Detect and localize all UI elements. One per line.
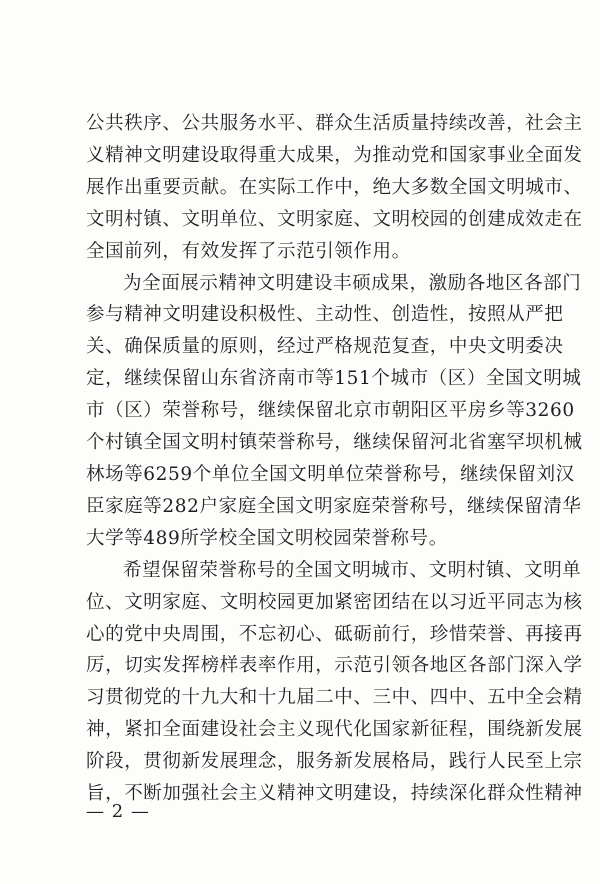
text-line: 神，紧扣全面建设社会主义现代化国家新征程，围绕新发展 (86, 719, 583, 741)
text-line: 文明村镇、文明单位、文明家庭、文明校园的创建成效走在 (86, 208, 583, 230)
text-line: 定，继续保留山东省济南市等151个城市（区）全国文明城 (86, 368, 582, 390)
text-line: 臣家庭等282户家庭全国文明家庭荣誉称号，继续保留清华 (86, 495, 582, 517)
text-line: 阶段，贯彻新发展理念，服务新发展格局，践行人民至上宗 (86, 751, 583, 773)
text-line: 希望保留荣誉称号的全国文明城市、文明村镇、文明单 (123, 559, 582, 581)
text-line: 公共秩序、公共服务水平、群众生活质量持续改善，社会主 (86, 113, 583, 134)
paragraph-2 (86, 268, 583, 555)
text-line: 习贯彻党的十九大和十九届二中、三中、四中、五中全会精 (86, 687, 583, 709)
body-text (86, 108, 583, 810)
text-line: 参与精神文明建设积极性、主动性、创造性，按照从严把 (86, 304, 564, 326)
text-line: 为全面展示精神文明建设丰硕成果，激励各地区各部门 (123, 272, 582, 294)
text-line: 市（区）荣誉称号，继续保留北京市朝阳区平房乡等3260 (86, 400, 575, 422)
text-line: 个村镇全国文明村镇荣誉称号，继续保留河北省塞罕坝机械 (86, 432, 583, 454)
text-line: 心的党中央周围，不忘初心、砥砺前行，珍惜荣誉、再接再 (86, 623, 583, 645)
text-line: 位、文明家庭、文明校园更加紧密团结在以习近平同志为核 (86, 591, 583, 613)
paragraph-1 (86, 108, 583, 268)
text-line: 林场等6259个单位全国文明单位荣誉称号，继续保留刘汉 (86, 463, 575, 485)
text-line: 旨，不断加强社会主义精神文明建设，持续深化群众性精神 (86, 783, 583, 805)
text-line: 全国前列，有效发挥了示范引领作用。 (86, 240, 411, 262)
text-line: 大学等489所学校全国文明校园荣誉称号。 (86, 527, 448, 549)
page-number: — 2 — (86, 801, 150, 822)
paragraph-3 (86, 555, 583, 810)
text-line: 义精神文明建设取得重大成果，为推动党和国家事业全面发 (86, 144, 583, 166)
text-line: 关、确保质量的原则，经过严格规范复查，中央文明委决 (86, 336, 564, 358)
text-line: 展作出重要贡献。在实际工作中，绝大多数全国文明城市、 (86, 176, 583, 198)
text-line: 厉，切实发挥榜样表率作用，示范引领各地区各部门深入学 (86, 655, 583, 677)
